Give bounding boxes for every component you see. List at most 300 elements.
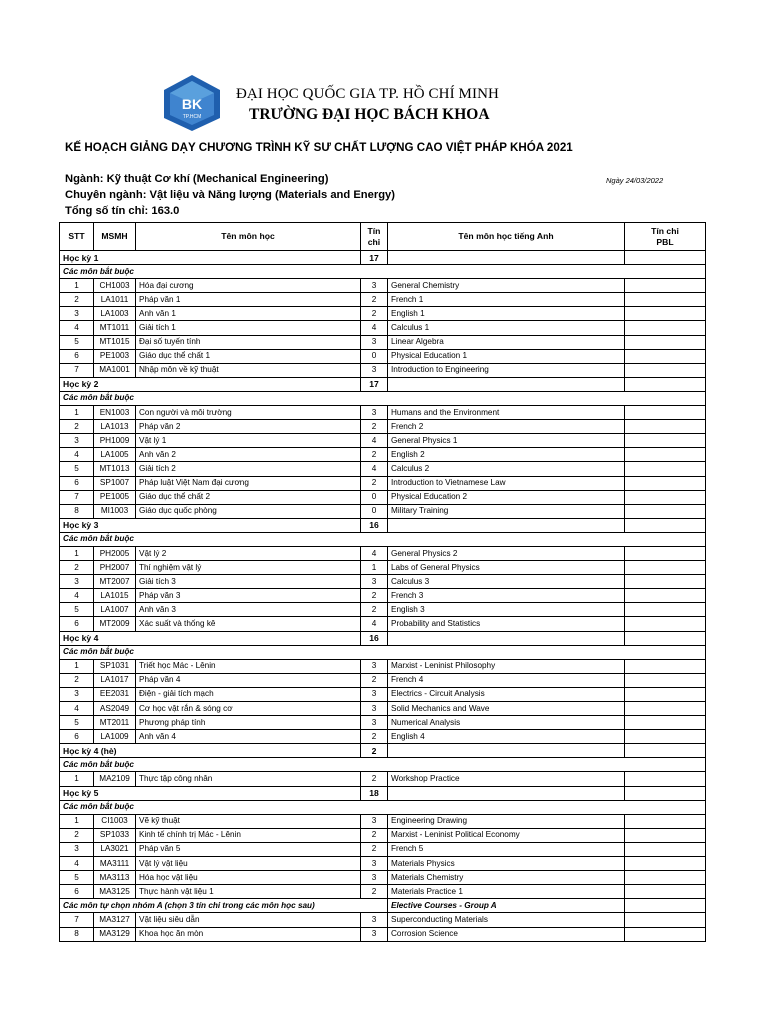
course-credits: 3 xyxy=(361,279,388,293)
course-pbl-credits xyxy=(625,406,706,420)
course-name-vi: Giáo dục thể chất 1 xyxy=(136,349,361,363)
course-stt: 2 xyxy=(60,561,94,575)
course-stt: 6 xyxy=(60,617,94,631)
course-name-vi: Pháp văn 2 xyxy=(136,420,361,434)
col-header-name-en: Tên môn học tiếng Anh xyxy=(388,223,625,251)
course-name-vi: Giải tích 1 xyxy=(136,321,361,335)
course-credits: 2 xyxy=(361,772,388,786)
course-name-en: English 1 xyxy=(388,307,625,321)
course-name-en: Linear Algebra xyxy=(388,335,625,349)
course-pbl-credits xyxy=(625,546,706,560)
university-name: ĐẠI HỌC QUỐC GIA TP. HỒ CHÍ MINH xyxy=(236,86,499,102)
course-credits: 2 xyxy=(361,673,388,687)
course-name-vi: Nhập môn về kỹ thuật xyxy=(136,363,361,377)
major-line: Ngành: Kỹ thuật Cơ khí (Mechanical Engineering) xyxy=(65,173,329,185)
course-name-en: Corrosion Science xyxy=(388,927,625,941)
semester-credits: 18 xyxy=(361,786,388,800)
course-name-vi: Khoa học ăn mòn xyxy=(136,927,361,941)
course-pbl-credits xyxy=(625,842,706,856)
course-credits: 2 xyxy=(361,730,388,744)
course-code: SP1007 xyxy=(94,476,136,490)
table-row xyxy=(60,321,706,335)
course-name-vi: Cơ học vật rắn & sóng cơ xyxy=(136,702,361,716)
course-name-en: Labs of General Physics xyxy=(388,561,625,575)
course-pbl-credits xyxy=(625,490,706,504)
table-row xyxy=(60,730,706,744)
course-stt: 4 xyxy=(60,321,94,335)
course-credits: 2 xyxy=(361,603,388,617)
course-pbl-credits xyxy=(625,448,706,462)
group-row xyxy=(60,645,706,659)
course-code: MA3127 xyxy=(94,913,136,927)
specialization-line: Chuyên ngành: Vật liệu và Năng lượng (Materials and Energy) xyxy=(65,189,395,201)
course-pbl-credits xyxy=(625,307,706,321)
course-code: PE1003 xyxy=(94,349,136,363)
course-stt: 6 xyxy=(60,476,94,490)
group-row xyxy=(60,800,706,814)
course-credits: 2 xyxy=(361,885,388,899)
course-code: LA1007 xyxy=(94,603,136,617)
col-header-pbl: Tín chỉ PBL xyxy=(625,223,706,251)
group-label: Các môn bắt buộc xyxy=(60,800,706,814)
course-name-vi: Giáo dục quốc phòng xyxy=(136,504,361,518)
course-credits: 4 xyxy=(361,321,388,335)
course-name-vi: Vật lý 2 xyxy=(136,546,361,560)
course-pbl-credits xyxy=(625,603,706,617)
course-name-en: Workshop Practice xyxy=(388,772,625,786)
course-pbl-credits xyxy=(625,575,706,589)
empty-cell xyxy=(625,251,706,265)
course-code: PE1005 xyxy=(94,490,136,504)
course-stt: 5 xyxy=(60,335,94,349)
empty-cell xyxy=(625,899,706,913)
semester-label: Học kỳ 4 (hè) xyxy=(60,744,361,758)
course-stt: 3 xyxy=(60,434,94,448)
course-code: LA1009 xyxy=(94,730,136,744)
table-row xyxy=(60,702,706,716)
course-stt: 5 xyxy=(60,603,94,617)
course-name-en: Introduction to Engineering xyxy=(388,363,625,377)
course-name-vi: Thực tập công nhân xyxy=(136,772,361,786)
elective-group-label-en: Elective Courses - Group A xyxy=(388,899,625,913)
course-code: LA1017 xyxy=(94,673,136,687)
course-name-vi: Con người và môi trường xyxy=(136,406,361,420)
plan-title: KẾ HOẠCH GIẢNG DẠY CHƯƠNG TRÌNH KỸ SƯ CHẤT LƯỢNG CAO VIỆT PHÁP KHÓA 2021 xyxy=(65,141,573,154)
course-pbl-credits xyxy=(625,673,706,687)
group-row xyxy=(60,265,706,279)
course-code: AS2049 xyxy=(94,702,136,716)
course-pbl-credits xyxy=(625,462,706,476)
course-pbl-credits xyxy=(625,617,706,631)
table-row xyxy=(60,448,706,462)
course-name-en: French 4 xyxy=(388,673,625,687)
course-code: MA3111 xyxy=(94,857,136,871)
semester-row xyxy=(60,377,706,391)
course-credits: 3 xyxy=(361,716,388,730)
table-row xyxy=(60,687,706,701)
course-code: MI1003 xyxy=(94,504,136,518)
course-pbl-credits xyxy=(625,871,706,885)
table-row xyxy=(60,561,706,575)
course-pbl-credits xyxy=(625,687,706,701)
course-name-vi: Kinh tế chính trị Mác - Lênin xyxy=(136,828,361,842)
course-name-vi: Giải tích 3 xyxy=(136,575,361,589)
empty-cell xyxy=(625,631,706,645)
empty-cell xyxy=(388,377,625,391)
course-credits: 2 xyxy=(361,448,388,462)
table-row xyxy=(60,617,706,631)
course-name-vi: Thí nghiệm vật lý xyxy=(136,561,361,575)
semester-row xyxy=(60,251,706,265)
semester-row xyxy=(60,744,706,758)
semester-credits: 17 xyxy=(361,377,388,391)
course-stt: 3 xyxy=(60,307,94,321)
course-name-vi: Vật liệu siêu dẫn xyxy=(136,913,361,927)
course-code: SP1031 xyxy=(94,659,136,673)
course-credits: 2 xyxy=(361,476,388,490)
semester-label: Học kỳ 5 xyxy=(60,786,361,800)
course-name-vi: Hóa học vật liệu xyxy=(136,871,361,885)
table-row xyxy=(60,434,706,448)
course-code: PH1009 xyxy=(94,434,136,448)
course-name-en: Superconducting Materials xyxy=(388,913,625,927)
course-credits: 3 xyxy=(361,406,388,420)
course-credits: 3 xyxy=(361,575,388,589)
semester-row xyxy=(60,786,706,800)
course-name-vi: Anh văn 4 xyxy=(136,730,361,744)
course-code: MA1001 xyxy=(94,363,136,377)
course-credits: 0 xyxy=(361,504,388,518)
table-row xyxy=(60,335,706,349)
course-name-en: Engineering Drawing xyxy=(388,814,625,828)
semester-credits: 2 xyxy=(361,744,388,758)
course-pbl-credits xyxy=(625,828,706,842)
course-stt: 7 xyxy=(60,913,94,927)
course-credits: 2 xyxy=(361,828,388,842)
course-name-en: Probability and Statistics xyxy=(388,617,625,631)
table-row xyxy=(60,871,706,885)
course-credits: 3 xyxy=(361,814,388,828)
course-code: LA1011 xyxy=(94,293,136,307)
course-name-vi: Giáo dục thể chất 2 xyxy=(136,490,361,504)
empty-cell xyxy=(388,518,625,532)
course-name-en: Military Training xyxy=(388,504,625,518)
university-logo xyxy=(160,73,224,133)
table-row xyxy=(60,673,706,687)
course-name-en: English 4 xyxy=(388,730,625,744)
course-pbl-credits xyxy=(625,659,706,673)
course-credits: 3 xyxy=(361,335,388,349)
semester-row xyxy=(60,518,706,532)
course-credits: 2 xyxy=(361,842,388,856)
course-stt: 4 xyxy=(60,702,94,716)
course-credits: 3 xyxy=(361,913,388,927)
course-code: LA1013 xyxy=(94,420,136,434)
empty-cell xyxy=(625,744,706,758)
course-stt: 1 xyxy=(60,659,94,673)
course-pbl-credits xyxy=(625,730,706,744)
course-stt: 2 xyxy=(60,420,94,434)
course-name-en: Marxist - Leninist Political Economy xyxy=(388,828,625,842)
course-name-vi: Điện - giải tích mạch xyxy=(136,687,361,701)
col-header-credits: Tín chỉ xyxy=(361,223,388,251)
course-name-en: English 2 xyxy=(388,448,625,462)
col-header-msmh: MSMH xyxy=(94,223,136,251)
course-pbl-credits xyxy=(625,927,706,941)
table-row xyxy=(60,814,706,828)
course-credits: 2 xyxy=(361,293,388,307)
empty-cell xyxy=(625,518,706,532)
table-row xyxy=(60,349,706,363)
course-pbl-credits xyxy=(625,279,706,293)
course-code: MT1015 xyxy=(94,335,136,349)
course-name-en: English 3 xyxy=(388,603,625,617)
course-stt: 5 xyxy=(60,716,94,730)
course-pbl-credits xyxy=(625,857,706,871)
course-pbl-credits xyxy=(625,363,706,377)
course-pbl-credits xyxy=(625,349,706,363)
group-label: Các môn bắt buộc xyxy=(60,391,706,405)
course-name-vi: Vật lý vật liệu xyxy=(136,857,361,871)
course-stt: 6 xyxy=(60,349,94,363)
empty-cell xyxy=(625,377,706,391)
course-name-en: Electrics - Circuit Analysis xyxy=(388,687,625,701)
course-stt: 7 xyxy=(60,490,94,504)
course-stt: 3 xyxy=(60,687,94,701)
table-row xyxy=(60,575,706,589)
course-name-en: Materials Practice 1 xyxy=(388,885,625,899)
course-name-en: Calculus 2 xyxy=(388,462,625,476)
table-row xyxy=(60,546,706,560)
course-pbl-credits xyxy=(625,504,706,518)
course-name-en: French 1 xyxy=(388,293,625,307)
course-stt: 1 xyxy=(60,406,94,420)
table-row xyxy=(60,363,706,377)
course-name-vi: Pháp văn 3 xyxy=(136,589,361,603)
course-stt: 5 xyxy=(60,871,94,885)
group-label: Các môn bắt buộc xyxy=(60,532,706,546)
course-code: EE2031 xyxy=(94,687,136,701)
group-row xyxy=(60,391,706,405)
semester-credits: 17 xyxy=(361,251,388,265)
document-date: Ngày 24/03/2022 xyxy=(606,176,664,185)
table-row xyxy=(60,772,706,786)
empty-cell xyxy=(388,251,625,265)
course-stt: 2 xyxy=(60,828,94,842)
total-credits-line: Tổng số tín chỉ: 163.0 xyxy=(65,205,180,217)
course-code: LA1005 xyxy=(94,448,136,462)
course-name-vi: Xác suất và thống kê xyxy=(136,617,361,631)
course-credits: 3 xyxy=(361,659,388,673)
course-pbl-credits xyxy=(625,321,706,335)
course-code: LA1003 xyxy=(94,307,136,321)
empty-cell xyxy=(388,631,625,645)
course-code: MA3129 xyxy=(94,927,136,941)
course-code: CI1003 xyxy=(94,814,136,828)
table-row xyxy=(60,406,706,420)
table-row xyxy=(60,589,706,603)
course-stt: 5 xyxy=(60,462,94,476)
course-pbl-credits xyxy=(625,716,706,730)
course-name-en: French 5 xyxy=(388,842,625,856)
course-name-vi: Thực hành vật liệu 1 xyxy=(136,885,361,899)
course-code: LA3021 xyxy=(94,842,136,856)
course-stt: 4 xyxy=(60,448,94,462)
group-label: Các môn bắt buộc xyxy=(60,265,706,279)
semester-label: Học kỳ 2 xyxy=(60,377,361,391)
course-name-vi: Pháp văn 4 xyxy=(136,673,361,687)
course-pbl-credits xyxy=(625,814,706,828)
group-row xyxy=(60,532,706,546)
group-row xyxy=(60,758,706,772)
course-credits: 2 xyxy=(361,420,388,434)
course-name-vi: Đại số tuyến tính xyxy=(136,335,361,349)
course-code: MT2009 xyxy=(94,617,136,631)
course-name-vi: Pháp văn 5 xyxy=(136,842,361,856)
table-row xyxy=(60,307,706,321)
course-credits: 3 xyxy=(361,871,388,885)
course-credits: 1 xyxy=(361,561,388,575)
course-code: MT1011 xyxy=(94,321,136,335)
table-row xyxy=(60,462,706,476)
course-stt: 1 xyxy=(60,772,94,786)
course-credits: 4 xyxy=(361,617,388,631)
course-code: PH2007 xyxy=(94,561,136,575)
semester-label: Học kỳ 3 xyxy=(60,518,361,532)
course-pbl-credits xyxy=(625,434,706,448)
course-pbl-credits xyxy=(625,913,706,927)
table-row xyxy=(60,857,706,871)
course-stt: 4 xyxy=(60,857,94,871)
col-header-stt: STT xyxy=(60,223,94,251)
course-credits: 2 xyxy=(361,307,388,321)
elective-group-label: Các môn tự chọn nhóm A (chọn 3 tín chỉ trong các môn học sau) xyxy=(60,899,388,913)
course-stt: 2 xyxy=(60,673,94,687)
semester-label: Học kỳ 4 xyxy=(60,631,361,645)
table-row xyxy=(60,476,706,490)
course-code: MT1013 xyxy=(94,462,136,476)
table-row xyxy=(60,659,706,673)
course-stt: 1 xyxy=(60,814,94,828)
course-code: MA3113 xyxy=(94,871,136,885)
course-credits: 3 xyxy=(361,702,388,716)
course-pbl-credits xyxy=(625,335,706,349)
semester-label: Học kỳ 1 xyxy=(60,251,361,265)
semester-row xyxy=(60,631,706,645)
course-stt: 7 xyxy=(60,363,94,377)
course-name-vi: Triết học Mác - Lênin xyxy=(136,659,361,673)
course-pbl-credits xyxy=(625,772,706,786)
course-pbl-credits xyxy=(625,420,706,434)
course-stt: 2 xyxy=(60,293,94,307)
school-name: TRƯỜNG ĐẠI HỌC BÁCH KHOA xyxy=(249,106,490,123)
logo-subtext: TP.HCM xyxy=(182,114,202,120)
table-row xyxy=(60,927,706,941)
semester-credits: 16 xyxy=(361,518,388,532)
logo-text: BK xyxy=(181,96,203,112)
course-stt: 1 xyxy=(60,279,94,293)
course-name-vi: Hóa đại cương xyxy=(136,279,361,293)
course-pbl-credits xyxy=(625,885,706,899)
course-name-en: General Physics 1 xyxy=(388,434,625,448)
group-label: Các môn bắt buộc xyxy=(60,645,706,659)
course-pbl-credits xyxy=(625,589,706,603)
course-name-vi: Pháp luật Việt Nam đại cương xyxy=(136,476,361,490)
course-code: MA3125 xyxy=(94,885,136,899)
course-name-en: Introduction to Vietnamese Law xyxy=(388,476,625,490)
course-name-en: Solid Mechanics and Wave xyxy=(388,702,625,716)
table-header-row xyxy=(60,223,706,251)
course-credits: 3 xyxy=(361,927,388,941)
course-credits: 4 xyxy=(361,546,388,560)
empty-cell xyxy=(388,744,625,758)
course-pbl-credits xyxy=(625,561,706,575)
empty-cell xyxy=(625,786,706,800)
course-code: MT2011 xyxy=(94,716,136,730)
course-plan-table xyxy=(59,222,706,942)
course-name-en: French 2 xyxy=(388,420,625,434)
table-row xyxy=(60,293,706,307)
course-name-en: Numerical Analysis xyxy=(388,716,625,730)
course-code: MT2007 xyxy=(94,575,136,589)
table-row xyxy=(60,913,706,927)
table-row xyxy=(60,603,706,617)
elective-group-row xyxy=(60,899,706,913)
semester-credits: 16 xyxy=(361,631,388,645)
course-stt: 6 xyxy=(60,885,94,899)
empty-cell xyxy=(388,786,625,800)
course-name-vi: Pháp văn 1 xyxy=(136,293,361,307)
table-row xyxy=(60,828,706,842)
course-code: PH2005 xyxy=(94,546,136,560)
group-label: Các môn bắt buộc xyxy=(60,758,706,772)
table-row xyxy=(60,279,706,293)
course-code: MA2109 xyxy=(94,772,136,786)
course-credits: 3 xyxy=(361,363,388,377)
course-stt: 3 xyxy=(60,575,94,589)
course-name-en: Materials Chemistry xyxy=(388,871,625,885)
course-name-en: French 3 xyxy=(388,589,625,603)
course-pbl-credits xyxy=(625,476,706,490)
course-code: CH1003 xyxy=(94,279,136,293)
course-credits: 4 xyxy=(361,434,388,448)
course-name-vi: Phương pháp tính xyxy=(136,716,361,730)
course-name-en: General Physics 2 xyxy=(388,546,625,560)
course-pbl-credits xyxy=(625,702,706,716)
table-row xyxy=(60,420,706,434)
course-credits: 0 xyxy=(361,349,388,363)
course-code: SP1033 xyxy=(94,828,136,842)
course-stt: 8 xyxy=(60,927,94,941)
course-name-en: Physical Education 2 xyxy=(388,490,625,504)
course-stt: 3 xyxy=(60,842,94,856)
course-name-en: Calculus 3 xyxy=(388,575,625,589)
course-credits: 3 xyxy=(361,687,388,701)
course-credits: 3 xyxy=(361,857,388,871)
table-row xyxy=(60,716,706,730)
course-name-vi: Anh văn 3 xyxy=(136,603,361,617)
course-credits: 2 xyxy=(361,589,388,603)
course-name-vi: Anh văn 2 xyxy=(136,448,361,462)
table-row xyxy=(60,504,706,518)
table-row xyxy=(60,885,706,899)
course-name-en: Calculus 1 xyxy=(388,321,625,335)
course-stt: 6 xyxy=(60,730,94,744)
table-body xyxy=(60,251,706,942)
course-name-vi: Anh văn 1 xyxy=(136,307,361,321)
course-name-en: Marxist - Leninist Philosophy xyxy=(388,659,625,673)
table-row xyxy=(60,490,706,504)
